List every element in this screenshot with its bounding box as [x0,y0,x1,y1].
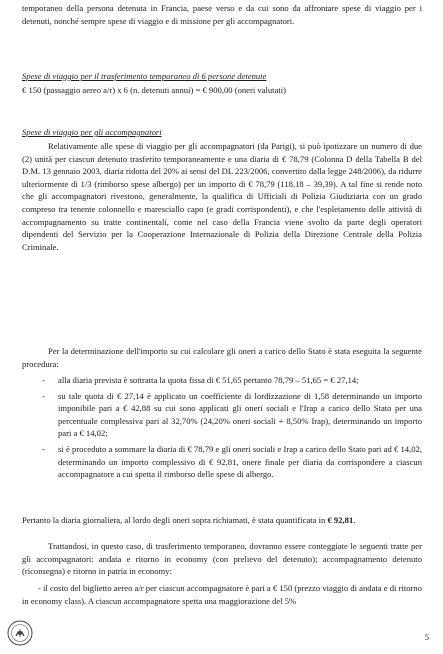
section-heading-escorts: Spese di viaggio per gli accompagnatori [22,127,162,137]
escorts-paragraph-1: Relativamente alle spese di viaggio per gli accompagnatori (da Parigi), si può ipotizzare un numero di due (2) unità per ciascun detenuto trasferito temporaneamente e una diaria di € 78,79 (Colonna D della Tabella B del D.M. 13 gennaio 2003, diaria ridotta del 20% ai sensi del DL 223/2006, convertito dalla legge 248/2006), da ridurre ulteriormente di 1/3 (rimborso spese albergo) per un importo di € 78,79 (118,18 – 39,39). A tal fine si rende noto che gli accompagnatori rivestono, generalmente, la qualifica di Ufficiali di Polizia Giudiziaria con un grado compreso tra tenente colonnello e maresciallo capo (e gradi corrispondenti), e che l'espletamento delle attività di accompagnamento su tratte continentali, come nel caso della Francia viene svolto da parte degli operatori dipendenti del Servizio per la Cooperazione Internazionale di Polizia della Direzione Centrale della Polizia Criminale. [22,141,422,252]
list-dash: - [42,443,45,454]
list-item [22,443,422,481]
list-item-text: alla diaria prevista è sottratta la quota fissa di € 51,65 pertanto 78,79 – 51,65 = € 27,14; [58,375,359,385]
summary-paragraph [22,514,422,527]
summary-text: Pertanto la diaria giornaliera, al lordo degli oneri sopra richiamati, è stata quantificata in [22,515,328,525]
summary-amount: € 92,81 [327,515,354,525]
list-dash: - [42,390,45,401]
official-seal-icon [7,620,33,646]
list-item [22,390,422,440]
procedure-intro-paragraph: Per la determinazione dell'importo su cui calcolare gli oneri a carico dello Stato è stata eseguita la seguente procedura: [22,346,422,369]
procedure-list [22,374,422,481]
list-item-text: su tale quota di € 27,14 è applicato un coefficiente di lordizzazione di 1,58 determinando un importo imponibile pari a € 42,88 su cui sono applicati gli oneri sociali e l'Irap a carico dello Stato per una percentuale complessiva pari al 32,70% (24,20% oneri sociali + 8,50% Irap), determinando un importo pari a € 14,02; [58,390,422,439]
ticket-cost-paragraph: - il costo del biglietto aereo a/r per ciascun accompagnatore è pari a € 150 (prezzo viaggio di andata e di ritorno in economy class). A ciascun accompagnatore spetta una maggiorazione del 5% [22,583,422,606]
summary-end: . [353,515,356,525]
list-dash: - [42,375,45,385]
page-number: 5 [424,632,429,642]
list-item [22,374,422,387]
routes-paragraph: Trattandosi, in questo caso, di trasferimento temporaneo, dovranno essere conteggiate le seguenti tratte per gli accompagnatori: andata e ritorno in economy (con prelievo del detenuto); accompagnamento detenuto (riconsegna) e ritorno in patria in economy: [22,541,422,577]
detainee-cost-formula: € 150 (passaggio aereo a/r) x 6 (n. detenuti annui) = € 900,00 (oneri valutati) [22,85,287,95]
intro-paragraph: temporaneo della persona detenuta in Francia, paese verso e da cui sono da affrontare spese di viaggio per i detenuti, nonché sempre spese di viaggio e di missione per gli accompagnatori. [22,3,422,26]
list-item-text: si è proceduto a sommare la diaria di € 78,79 e gli oneri sociali e Irap a carico dello Stato pari ad € 14,02, determinando un importo complessivo di € 92,81, onere finale per diaria da corrispondere a ciascun accompagnatore a cui spetta il rimborso delle spese di albergo. [58,443,422,480]
section-heading-detainees: Spese di viaggio per il trasferimento temporaneo di 6 persone detenute [22,71,267,81]
